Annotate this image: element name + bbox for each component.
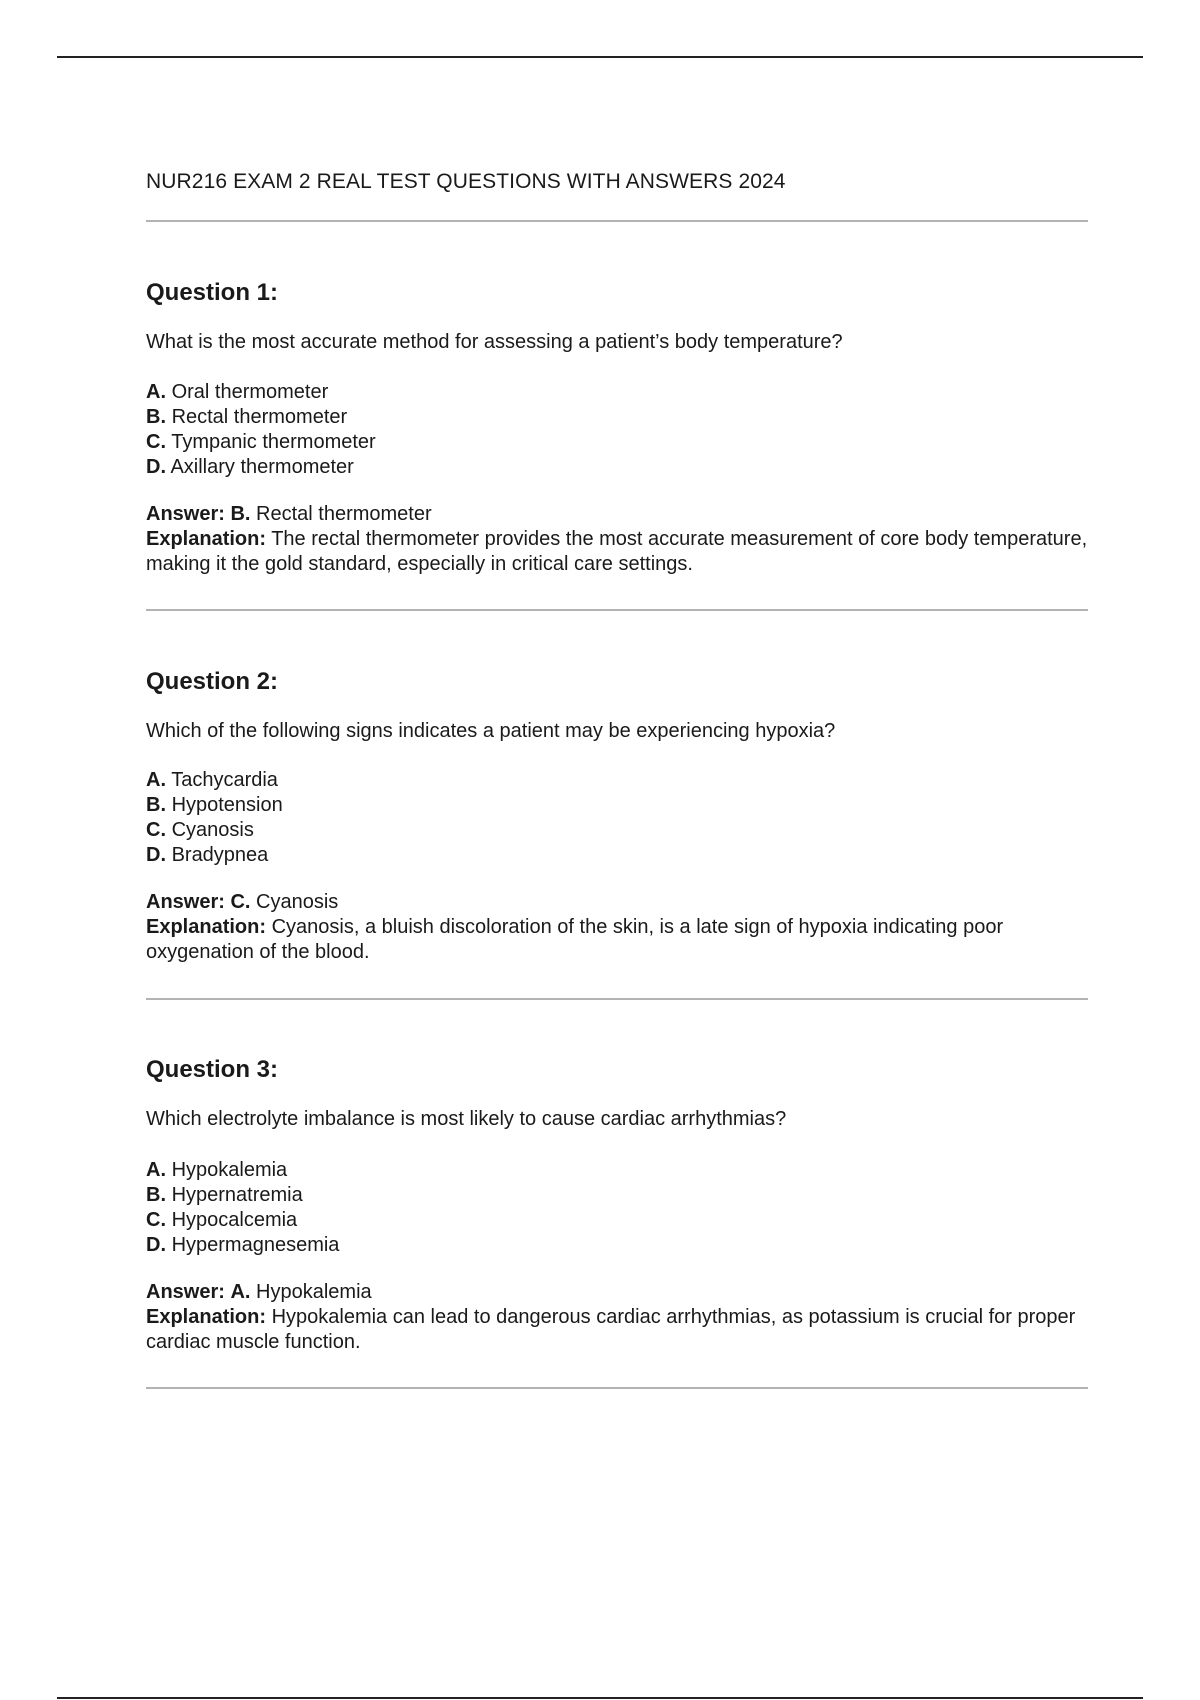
question-divider <box>146 998 1088 1000</box>
option-c <box>146 1208 339 1233</box>
option-c <box>146 818 283 843</box>
option-letter: D. <box>146 844 166 866</box>
answer-line <box>146 502 1088 527</box>
explanation <box>146 1305 1088 1355</box>
question-divider <box>146 609 1088 611</box>
option-text: Tachycardia <box>171 769 278 791</box>
option-text: Bradypnea <box>171 844 269 866</box>
option-list <box>146 380 376 480</box>
answer-letter: C. <box>230 891 251 913</box>
question-text: Which electrolyte imbalance is most likely to cause cardiac arrhythmias? <box>146 1108 787 1130</box>
question-text: Which of the following signs indicates a patient may be experiencing hypoxia? <box>146 720 836 742</box>
explanation-text: The rectal thermometer provides the most accurate measurement of core body temperature, making it the gold standard, especially in critical care settings. <box>146 528 1088 575</box>
answer-text: Rectal thermometer <box>256 503 432 525</box>
option-letter: C. <box>146 819 166 841</box>
explanation-label: Explanation: <box>146 528 267 550</box>
explanation-text: Hypokalemia can lead to dangerous cardiac arrhythmias, as potassium is crucial for proper cardiac muscle function. <box>146 1306 1076 1353</box>
question-divider <box>146 1387 1088 1389</box>
option-list <box>146 768 283 868</box>
option-a <box>146 1158 339 1183</box>
answer-text: Hypokalemia <box>256 1281 372 1303</box>
option-text: Hypotension <box>171 794 283 816</box>
option-letter: B. <box>146 794 166 816</box>
option-list <box>146 1158 339 1258</box>
answer-block <box>146 890 1088 965</box>
page-bottom-rule <box>57 1697 1143 1699</box>
question-text: What is the most accurate method for assessing a patient’s body temperature? <box>146 331 843 353</box>
question-heading: Question 3: <box>146 1056 279 1083</box>
explanation-label: Explanation: <box>146 1306 267 1328</box>
answer-label: Answer: <box>146 891 225 913</box>
answer-text: Cyanosis <box>256 891 339 913</box>
option-letter: A. <box>146 769 166 791</box>
option-letter: D. <box>146 456 166 478</box>
option-d <box>146 1233 339 1258</box>
option-c <box>146 430 376 455</box>
answer-label: Answer: <box>146 503 225 525</box>
explanation-text: Cyanosis, a bluish discoloration of the skin, is a late sign of hypoxia indicating poor oxygenation of the blood. <box>146 916 1004 963</box>
option-text: Tympanic thermometer <box>171 431 376 453</box>
option-b <box>146 1183 339 1208</box>
option-b <box>146 405 376 430</box>
answer-block <box>146 502 1088 577</box>
answer-letter: B. <box>230 503 251 525</box>
answer-label: Answer: <box>146 1281 225 1303</box>
option-text: Hypokalemia <box>171 1159 288 1181</box>
option-letter: C. <box>146 1209 166 1231</box>
explanation <box>146 527 1088 577</box>
option-d <box>146 843 283 868</box>
option-letter: B. <box>146 406 166 428</box>
option-text: Axillary thermometer <box>170 456 354 478</box>
option-text: Hypocalcemia <box>171 1209 298 1231</box>
option-text: Oral thermometer <box>171 381 329 403</box>
option-letter: A. <box>146 1159 166 1181</box>
option-text: Hypernatremia <box>171 1184 303 1206</box>
question-heading: Question 1: <box>146 279 279 306</box>
option-text: Hypermagnesemia <box>171 1234 340 1256</box>
answer-line <box>146 890 1088 915</box>
question-heading: Question 2: <box>146 668 279 695</box>
page-top-rule <box>57 56 1143 58</box>
option-letter: B. <box>146 1184 166 1206</box>
explanation <box>146 915 1088 965</box>
answer-letter: A. <box>230 1281 251 1303</box>
option-b <box>146 793 283 818</box>
option-a <box>146 768 283 793</box>
answer-line <box>146 1280 1088 1305</box>
option-text: Cyanosis <box>171 819 254 841</box>
explanation-label: Explanation: <box>146 916 267 938</box>
option-d <box>146 455 376 480</box>
option-letter: A. <box>146 381 166 403</box>
answer-block <box>146 1280 1088 1355</box>
option-text: Rectal thermometer <box>171 406 348 428</box>
option-a <box>146 380 376 405</box>
title-divider <box>146 220 1088 222</box>
option-letter: C. <box>146 431 166 453</box>
document-title: NUR216 EXAM 2 REAL TEST QUESTIONS WITH ANSWERS 2024 <box>146 170 786 193</box>
option-letter: D. <box>146 1234 166 1256</box>
